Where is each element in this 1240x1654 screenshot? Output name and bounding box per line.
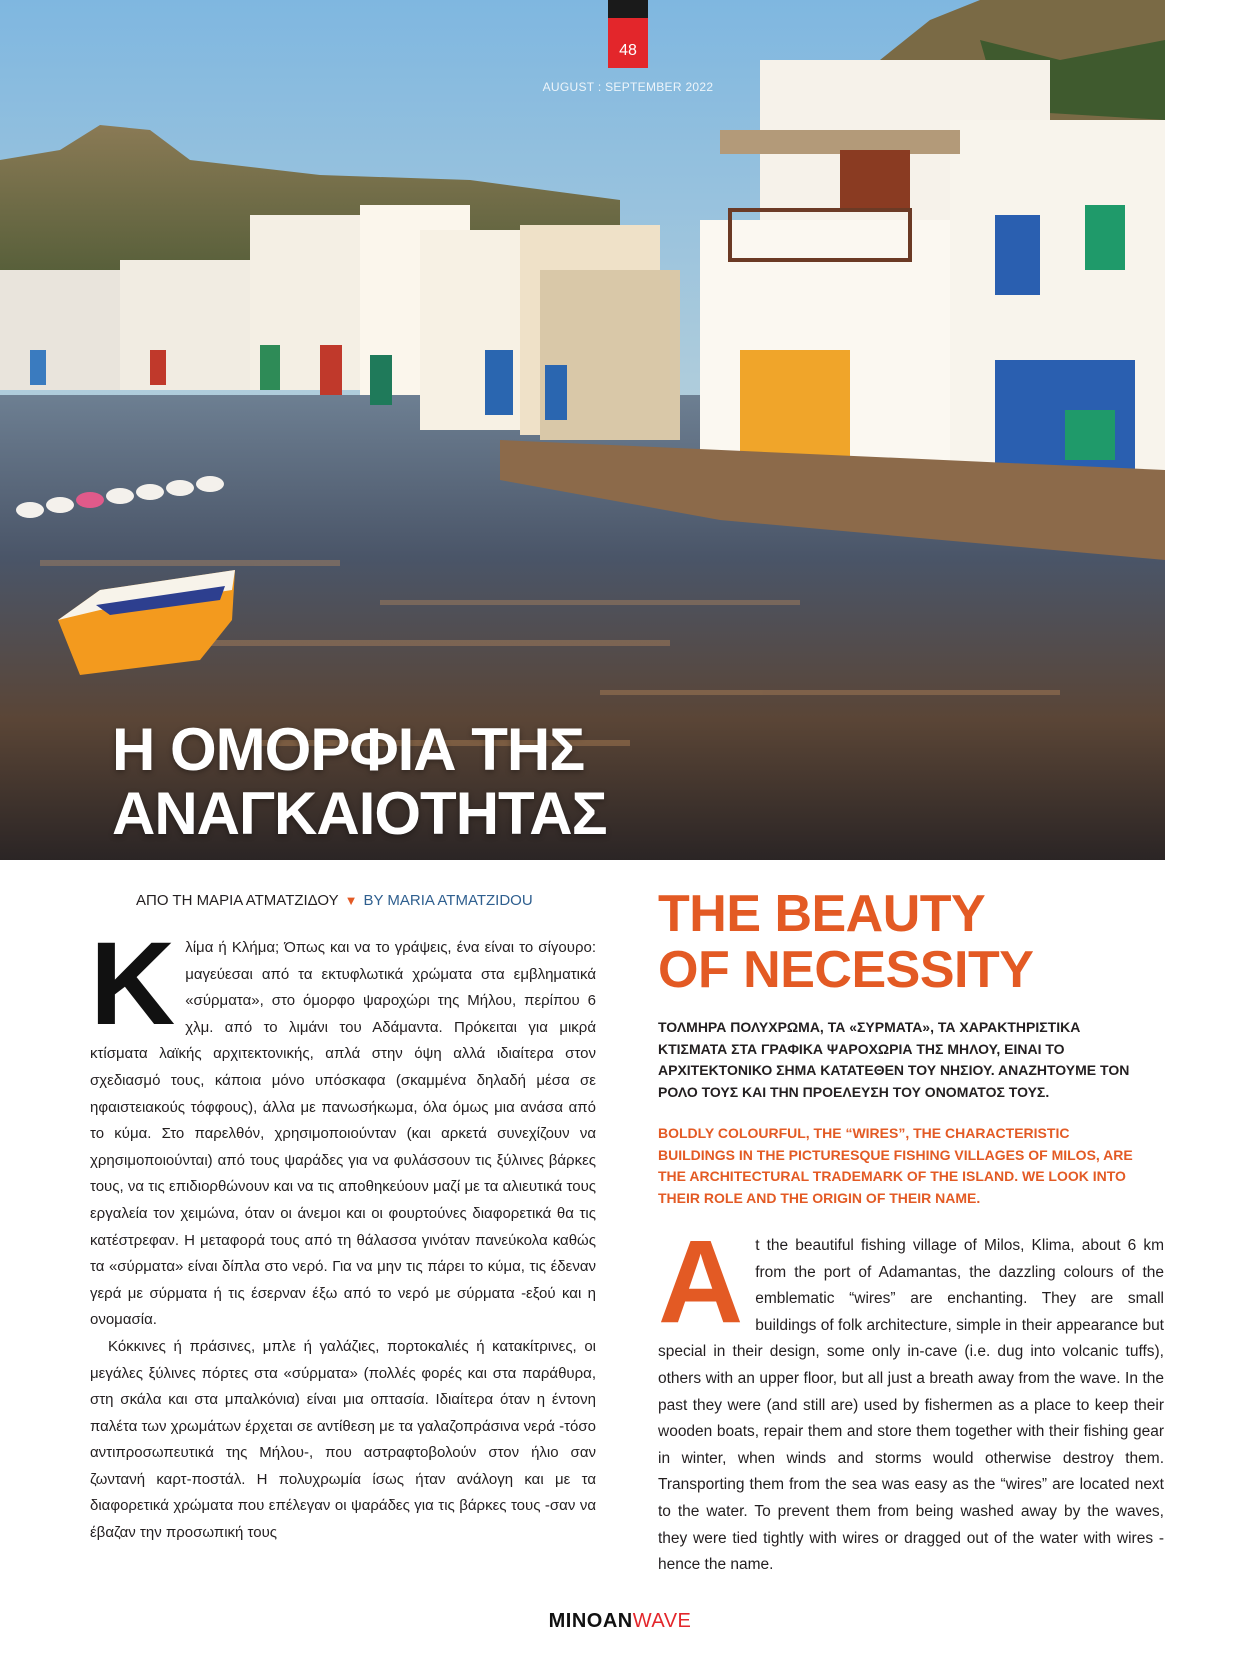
byline-english: BY MARIA ATMATZIDOU <box>363 892 533 909</box>
hero-title-greek <box>112 718 607 846</box>
english-paragraph-text: t the beautiful fishing village of Milos, Klima, about 6 km from the port of Adamantas, the dazzling colours of the emblematic “wires” are enchanting. They are small buildings of folk architecture, simple in their appearance but special in their design, some only in-cave (i.e. dug into volcanic tuffs), others with an upper floor, but all just a breath away from the wave. In the past they were (and still are) used by fishermen as a place to keep their wooden boats, repair them and store them together with their fishing gear in winter, when winds and storms would otherwise destroy them. Transporting them from the sea was easy as the “wires” are located next to the water. To prevent them from being washed away by the waves, they were tied tightly with wires or dragged out of the water with wires -hence the name. <box>658 1237 1164 1574</box>
english-title-line-1: THE BEAUTY <box>658 885 986 943</box>
minoan-wave-logo <box>0 1610 1240 1633</box>
hero-title-line-1: Η ΟΜΟΡΦΙΑ ΤΗΣ <box>112 716 585 783</box>
logo-part-wave: WAVE <box>632 1610 692 1632</box>
english-dropcap: A <box>658 1216 744 1348</box>
english-paragraph <box>658 1216 1164 1579</box>
page-number: 48 <box>619 42 637 59</box>
lead-english <box>658 1123 1138 1209</box>
english-article <box>658 1216 1164 1579</box>
english-title-line-2: OF NECESSITY <box>658 941 1034 999</box>
logo-part-minoan: MINOAN <box>548 1610 633 1632</box>
hero-photo <box>0 0 1165 860</box>
byline <box>136 892 533 909</box>
greek-paragraph-2: Κόκκινες ή πράσινες, μπλε ή γαλάζιες, πορτοκαλιές ή κατακίτρινες, οι μεγάλες ξύλινες πόρτες στα «σύρματα» (πολλές φορές και στα παράθυρα, στη σκάλα και στα μπαλκόνια) είναι μια οπτασία. Ιδιαίτερα όταν η έντονη παλέτα των χρωμάτων έρχεται σε αντίθεση με τα γαλαζοπράσινα νερά -τόσο αντιπροσωπευτικά της Μήλου-, που αστραφτοβολούν στον ήλιο σαν ζωντανή καρτ-ποστάλ. Η πολυχρωμία ίσως ήταν ανάλογη και με τα διαφορετικά χρώματα που επέλεγαν οι ψαράδες για τις βάρκες τους -σαν να έβαζαν την προσωπική τους <box>90 1337 596 1542</box>
greek-dropcap: Κ <box>90 918 176 1050</box>
greek-paragraph-1 <box>90 918 596 1334</box>
lead-greek-text: ΤΟΛΜΗΡΑ ΠΟΛΥΧΡΩΜΑ, ΤΑ «ΣΥΡΜΑΤΑ», ΤΑ ΧΑΡΑΚΤΗΡΙΣΤΙΚΑ ΚΤΙΣΜΑΤΑ ΣΤΑ ΓΡΑΦΙΚΑ ΨΑΡΟΧΩΡΙΑ ΤΗΣ ΜΗΛΟΥ, ΕΙΝΑΙ ΤΟ ΑΡΧΙΤΕΚΤΟΝΙΚΟ ΣΗΜΑ ΚΑΤΑΤΕΘΕΝ ΤΟΥ ΝΗΣΙΟΥ. ΑΝΑΖΗΤΟΥΜΕ ΤΟΝ ΡΟΛΟ ΤΟΥΣ ΚΑΙ ΤΗΝ ΠΡΟΕΛΕΥΣΗ ΤΟΥ ΟΝΟΜΑΤΟΣ ΤΟΥΣ. <box>658 1019 1130 1100</box>
english-title <box>658 886 1033 998</box>
triangle-down-icon: ▼ <box>344 893 358 908</box>
page-number-tab <box>608 0 648 68</box>
hero-title-line-2: ΑΝΑΓΚΑΙΟΤΗΤΑΣ <box>112 780 607 847</box>
issue-date: AUGUST : SEPTEMBER 2022 <box>542 80 714 94</box>
greek-paragraph-1-text: λίμα ή Κλήμα; Όπως και να το γράψεις, ένα είναι το σίγουρο: μαγεύεσαι από τα εκτυφλωτικά χρώματα στα εμβληματικά «σύρματα», στο όμορφο ψαροχώρι της Μήλου, περίπου 6 χλμ. από το λιμάνι του Αδάμαντα. Πρόκειται για μικρά κτίσματα λαϊκής αρχιτεκτονικής, απλά στην όψη αλλά ιδιαίτερα στον σχεδιασμό τους, κάποια μόνο υπόσκαφα (σκαμμένα δηλαδή μέσα σε ηφαιστειακούς τόφφους), άλλα με πανωσήκωμα, όλα όμως μια ανάσα από το κύμα. Στο παρελθόν, χρησιμοποιούνταν (και αρκετά συνεχίζουν να χρησιμοποιούνται) από τους ψαράδες για να φυλάσσουν τις ξύλινες βάρκες τους, να τις επιδιορθώνουν και να τις αποθηκεύουν μαζί με τα αλιευτικά τους εργαλεία τον χειμώνα, όταν οι άνεμοι και οι φουρτούνες διαφορετικά θα τις κατέστρεφαν. Η μεταφορά τους από τη θάλασσα γινόταν πανεύκολα καθώς τα «σύρματα» είναι δίπλα στο νερό. Για να μην τις πάρει το κύμα, τις έδεναν γερά με σύρματα ή τις έσερναν έξω από το νερό με σύρματα -εξού και η ονομασία. <box>90 939 596 1329</box>
lead-greek <box>658 1017 1138 1103</box>
byline-greek: ΑΠΟ ΤΗ ΜΑΡΙΑ ΑΤΜΑΤΖΙΔΟΥ <box>136 892 339 909</box>
lead-english-text: BOLDLY COLOURFUL, THE “WIRES”, THE CHARACTERISTIC BUILDINGS IN THE PICTURESQUE FISHING VILLAGES OF MILOS, ARE THE ARCHITECTURAL TRADEMARK OF THE ISLAND. WE LOOK INTO THEIR ROLE AND THE ORIGIN OF THEIR NAME. <box>658 1125 1133 1206</box>
greek-article <box>90 918 596 1547</box>
